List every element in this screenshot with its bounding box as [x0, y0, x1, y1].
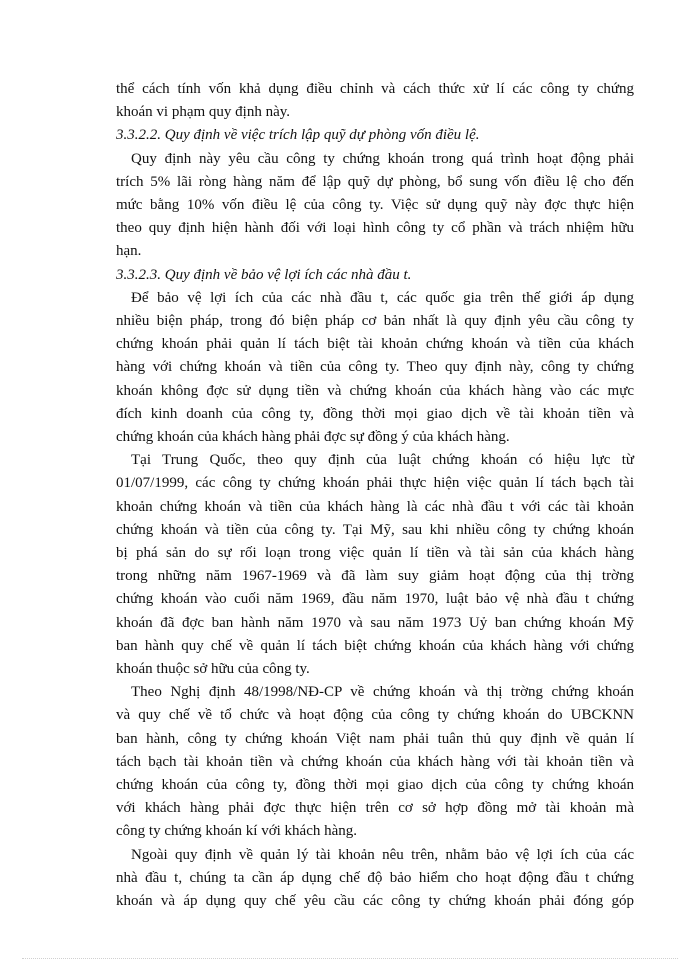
- text-line: Tại Trung Quốc, theo quy định của luật chứng khoán có hiệu lực từ: [131, 452, 634, 469]
- text-line: khoán đã đợc ban hành năm 1970 và sau năm 1973 Uỷ ban chứng khoán Mỹ: [116, 614, 634, 631]
- text-line: khoán thuộc sở hữu của công ty.: [116, 661, 310, 677]
- text-line: bị phá sản do sự rối loạn trong việc quản lí tiền và tài sản của khách hàng: [116, 545, 634, 561]
- text-line: nhà đầu t, chúng ta cần áp dụng chế độ bảo hiểm cho hoạt động đầu t chứng: [116, 869, 634, 886]
- text-line: hàng với chứng khoán và tiền của công ty. Theo quy định này, công ty chứng: [116, 359, 634, 376]
- text-line: khoản chứng khoán và tiền của khách hàng là các nhà đầu t với các tài khoản: [116, 498, 634, 515]
- text-line: khoán không đợc sử dụng tiền và chứng khoán của khách hàng vào các mực: [116, 382, 634, 399]
- text-line: chứng khoán của khách hàng phải đợc sự đồng ý của khách hàng.: [116, 429, 510, 445]
- text-line: với khách hàng phải đợc thực hiện trên cơ sở hợp đồng mở tài khoản mà: [116, 800, 634, 817]
- text-line: đích kinh doanh của công ty, đồng thời mọi giao dịch về tài khoản tiền và: [116, 405, 634, 422]
- text-line: theo quy định hiện hành đối với loại hình công ty cổ phần và trách nhiệm hữu: [116, 220, 634, 237]
- text-line: hạn.: [116, 243, 142, 260]
- text-line: thể cách tính vốn khả dụng điều chỉnh và cách thức xử lí các công ty chứng: [116, 81, 634, 97]
- text-line: trong những năm 1967-1969 và đã làm suy giảm hoạt động của thị trờng: [116, 568, 634, 585]
- text-line: khoán vi phạm quy định này.: [116, 104, 291, 121]
- text-line: Để bảo vệ lợi ích của các nhà đầu t, các quốc gia trên thế giới áp dụng: [131, 289, 634, 306]
- text-line: nhiều biện pháp, trong đó biện pháp cơ bản nhất là quy định yêu cầu công ty: [116, 313, 634, 329]
- text-line: chứng khoán của công ty, đồng thời mọi giao dịch của công ty chứng khoán: [116, 777, 634, 793]
- text-line: chứng khoán phải quản lí tách biệt tài khoản chứng khoán và tiền của khách: [116, 336, 634, 353]
- section-heading: 3.3.2.2. Quy định về việc trích lập quỹ dự phòng vốn điều lệ.: [116, 127, 480, 144]
- text-line: chứng khoán vào cuối năm 1969, đầu năm 1970, luật bảo vệ nhà đầu t chứng: [116, 591, 634, 608]
- text-line: và quy chế về tổ chức và hoạt động của công ty chứng khoán do UBCKNN: [116, 707, 634, 724]
- text-line: khoán và áp dụng quy chế yêu cầu các công ty chứng khoán phải đóng góp: [116, 893, 634, 909]
- text-line: Theo Nghị định 48/1998/NĐ-CP về chứng khoán và thị trờng chứng khoán: [131, 684, 634, 701]
- text-line: chứng khoán và tiền của công ty. Tại Mỹ, sau khi nhiều công ty chứng khoán: [116, 521, 634, 538]
- text-line: mức bằng 10% vốn điều lệ của công ty. Việc sử dụng quỹ này đợc thực hiện: [116, 197, 634, 213]
- text-line: 01/07/1999, các công ty chứng khoán phải thực hiện việc quản lí tách bạch tài: [116, 475, 634, 492]
- section-heading: 3.3.2.3. Quy định về bảo vệ lợi ích các nhà đầu t.: [116, 266, 412, 283]
- text-line: tách bạch tài khoản tiền và chứng khoán của khách hàng với tài khoản tiền và: [116, 753, 634, 770]
- text-line: ban hành, công ty chứng khoán Việt nam phải tuân thủ quy định về quản lí: [116, 730, 634, 747]
- text-line: công ty chứng khoán kí với khách hàng.: [116, 823, 358, 840]
- text-line: trích 5% lãi ròng hàng năm để lập quỹ dự phòng, bổ sung vốn điều lệ cho đến: [116, 173, 634, 190]
- text-line: ban hành quy chế về quản lí tách biệt chứng khoán của khách hàng với chứng: [116, 637, 634, 654]
- text-line: Ngoài quy định về quản lý tài khoản nêu trên, nhằm bảo vệ lợi ích của các: [131, 846, 634, 863]
- text-line: Quy định này yêu cầu công ty chứng khoán trong quá trình hoạt động phải: [131, 150, 634, 167]
